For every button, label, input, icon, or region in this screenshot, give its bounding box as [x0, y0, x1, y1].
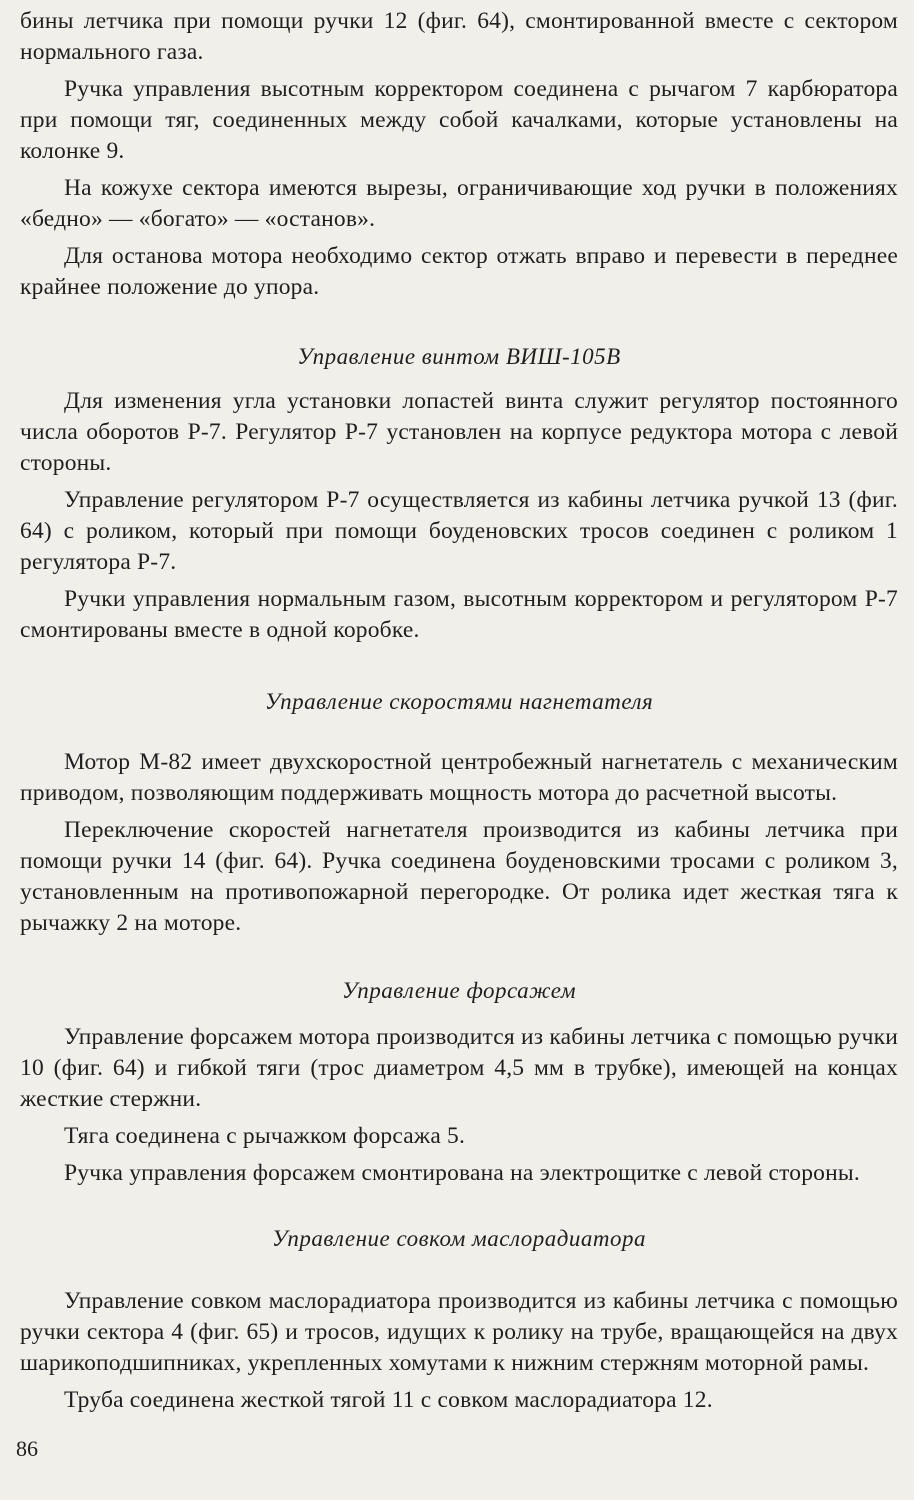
paragraph-14: Труба соединена жесткой тягой 11 с совком маслорадиатора 12. — [64, 1387, 713, 1413]
paragraph-5: Для изменения угла установки лопастей винта служит регулятор постоянного числа оборотов Р-7. Регулятор Р-7 установлен на корпусе редуктора мотора с левой стороны. — [20, 388, 898, 476]
section-heading-boost: Управление форсажем — [341, 978, 577, 1003]
page-content — [20, 6, 898, 1416]
paragraph-3: На кожухе сектора имеются вырезы, ограничивающие ход ручки в положениях «бедно» — «богато» — «останов». — [20, 175, 898, 232]
section-heading-supercharger: Управление скоростями нагнетателя — [264, 689, 654, 714]
section-heading-propeller: Управление винтом ВИШ-105В — [297, 344, 621, 369]
page-number: 86 — [16, 1436, 38, 1461]
paragraph-13: Управление совком маслорадиатора производится из кабины летчика с помощью ручки сектора 4 (фиг. 65) и тросов, идущих к ролику на трубе, вращающейся на двух шарикоподшипниках, укрепленных хомутами к нижним стержням моторной рамы. — [20, 1288, 898, 1376]
paragraph-6: Управление регулятором Р-7 осуществляется из кабины летчика ручкой 13 (фиг. 64) с роликом, который при помощи боуденовских тросов соединен с роликом 1 регулятора Р-7. — [20, 487, 898, 575]
paragraph-7: Ручки управления нормальным газом, высотным корректором и регулятором Р-7 смонтированы вместе в одной коробке. — [20, 586, 898, 643]
paragraph-4: Для останова мотора необходимо сектор отжать вправо и перевести в переднее крайнее положение до упора. — [20, 243, 898, 300]
section-heading-oil-cooler-scoop: Управление совком маслорадиатора — [272, 1226, 646, 1251]
paragraph-8: Мотор М-82 имеет двухскоростной центробежный нагнетатель с механическим приводом, позволяющим поддерживать мощность мотора до расчетной высоты. — [20, 749, 898, 806]
paragraph-10: Управление форсажем мотора производится из кабины летчика с помощью ручки 10 (фиг. 64) и гибкой тяги (трос диаметром 4,5 мм в трубке), имеющей на концах жесткие стержни. — [20, 1024, 898, 1112]
paragraph-11: Тяга соединена с рычажком форсажа 5. — [64, 1123, 466, 1149]
paragraph-1: бины летчика при помощи ручки 12 (фиг. 64), смонтированной вместе с сектором нормального газа. — [20, 8, 898, 65]
paragraph-9: Переключение скоростей нагнетателя производится из кабины летчика при помощи ручки 14 (фиг. 64). Ручка соединена боуденовскими тросами с роликом 3, установленным на противопожарной перегородке. От ролика идет жесткая тяга к рычажку 2 на моторе. — [20, 817, 898, 936]
paragraph-2: Ручка управления высотным корректором соединена с рычагом 7 карбюратора при помощи тяг, соединенных между собой качалками, которые установлены на колонке 9. — [20, 76, 898, 164]
paragraph-12: Ручка управления форсажем смонтирована на электрощитке с левой стороны. — [64, 1160, 860, 1186]
